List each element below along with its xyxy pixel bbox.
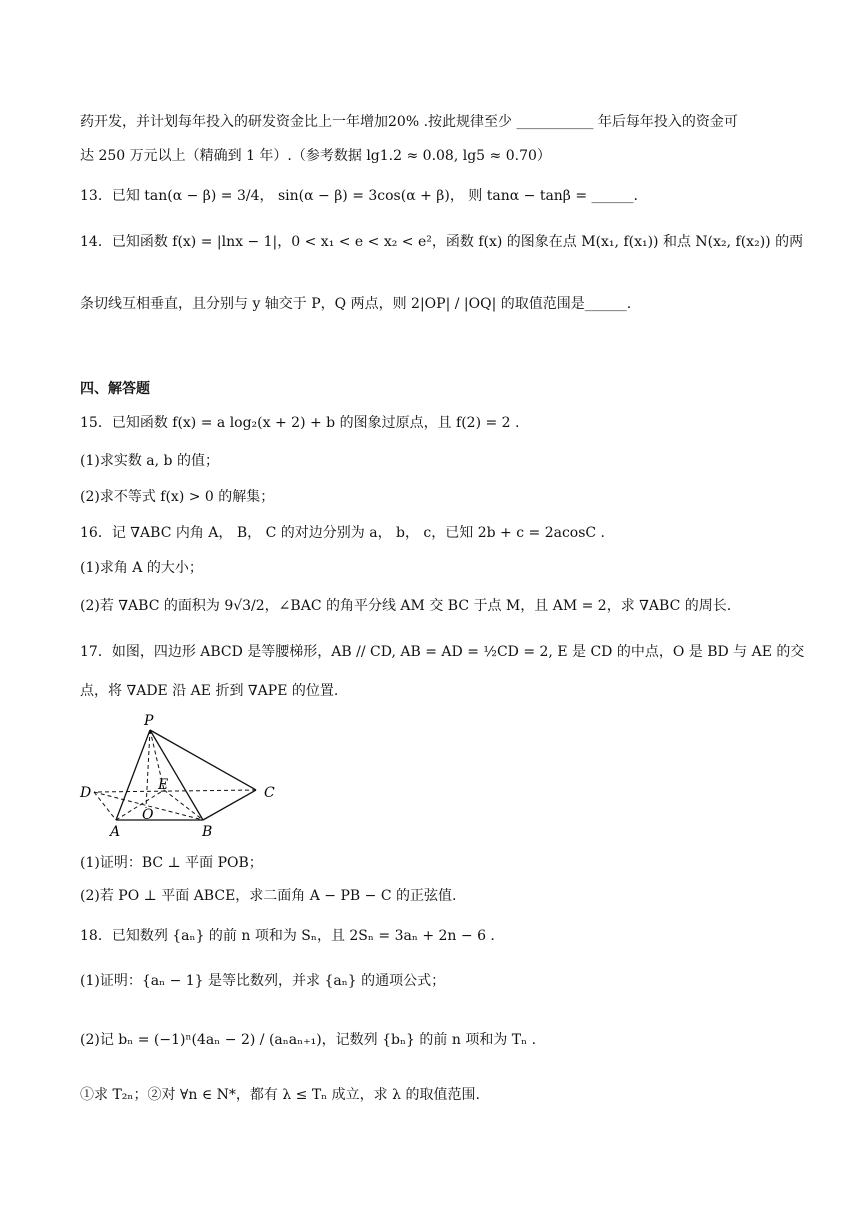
label-D: D [80,785,92,801]
p17-stem-1: 17．如图，四边形 ABCD 是等腰梯形，AB // CD, AB = AD = ½CD = 2, E 是 CD 的中点，O 是 BD 与 AE 的交 [80,644,805,660]
p18-q1: (1)证明：{aₙ − 1} 是等比数列，并求 {aₙ} 的通项公式； [80,973,446,989]
p17-stem-2: 点，将 ∇ADE 沿 AE 折到 ∇APE 的位置. [80,683,339,699]
p17-q2: (2)若 PO ⊥ 平面 ABCE，求二面角 A − PB − C 的正弦值. [80,888,457,904]
edge-BC [203,790,256,820]
segment-PO [146,730,150,808]
label-O: O [142,807,154,823]
problem-13: 13．已知 tan(α − β) = 3/4， sin(α − β) = 3cos(α + β)， 则 tanα − tanβ = ______. [80,188,638,204]
p15-stem: 15．已知函数 f(x) = a log₂(x + 2) + b 的图象过原点，且 f(2) = 2 . [80,415,520,431]
p16-stem: 16．记 ∇ABC 内角 A， B， C 的对边分别为 a， b， c，已知 2b + c = 2acosC . [80,525,606,541]
section-heading: 四、解答题 [80,381,150,397]
edge-CD [94,790,256,792]
label-C: C [264,785,275,801]
p15-q1: (1)求实数 a, b 的值； [80,453,219,469]
p18-stem: 18．已知数列 {aₙ} 的前 n 项和为 Sₙ，且 2Sₙ = 3aₙ + 2n − 6 . [80,928,495,944]
label-P: P [144,713,154,729]
p16-q2: (2)若 ∇ABC 的面积为 9√3/2，∠BAC 的角平分线 AM 交 BC 于点 M，且 AM = 2，求 ∇ABC 的周长. [80,598,732,614]
segment-AE [116,790,164,820]
label-A: A [110,824,121,840]
label-B: B [202,824,213,840]
pyramid-figure [78,712,298,842]
p15-q2: (2)求不等式 f(x) > 0 的解集； [80,489,275,505]
edge-PB [150,730,203,820]
p18-q2: (2)记 bₙ = (−1)ⁿ(4aₙ − 2) / (aₙaₙ₊₁)，记数列 {bₙ} 的前 n 项和为 Tₙ . [80,1032,537,1048]
label-E: E [158,777,169,793]
p18-q2-sub: ①求 T₂ₙ；②对 ∀n ∈ N*，都有 λ ≤ Tₙ 成立，求 λ 的取值范围. [80,1087,480,1103]
p12-line-2: 达 250 万元以上（精确到 1 年）.（参考数据 lg1.2 ≈ 0.08, lg5 ≈ 0.70） [80,148,551,164]
p14-line-2: 条切线互相垂直，且分别与 y 轴交于 P，Q 两点，则 2|OP| / |OQ| 的取值范围是______. [80,296,632,312]
p17-q1: (1)证明：BC ⊥ 平面 POB； [80,855,263,871]
p12-line-1: 药开发，并计划每年投入的研发资金比上一年增加20% .按此规律至少 ___________ 年后每年投入的资金可 [80,114,738,130]
edge-DA [94,792,116,820]
p14-line-1: 14．已知函数 f(x) = |lnx − 1|，0 < x₁ < e < x₂ < e²，函数 f(x) 的图象在点 M(x₁, f(x₁)) 和点 N(x₂, f(x₂)) 的两 [80,234,804,250]
p16-q1: (1)求角 A 的大小； [80,560,203,576]
